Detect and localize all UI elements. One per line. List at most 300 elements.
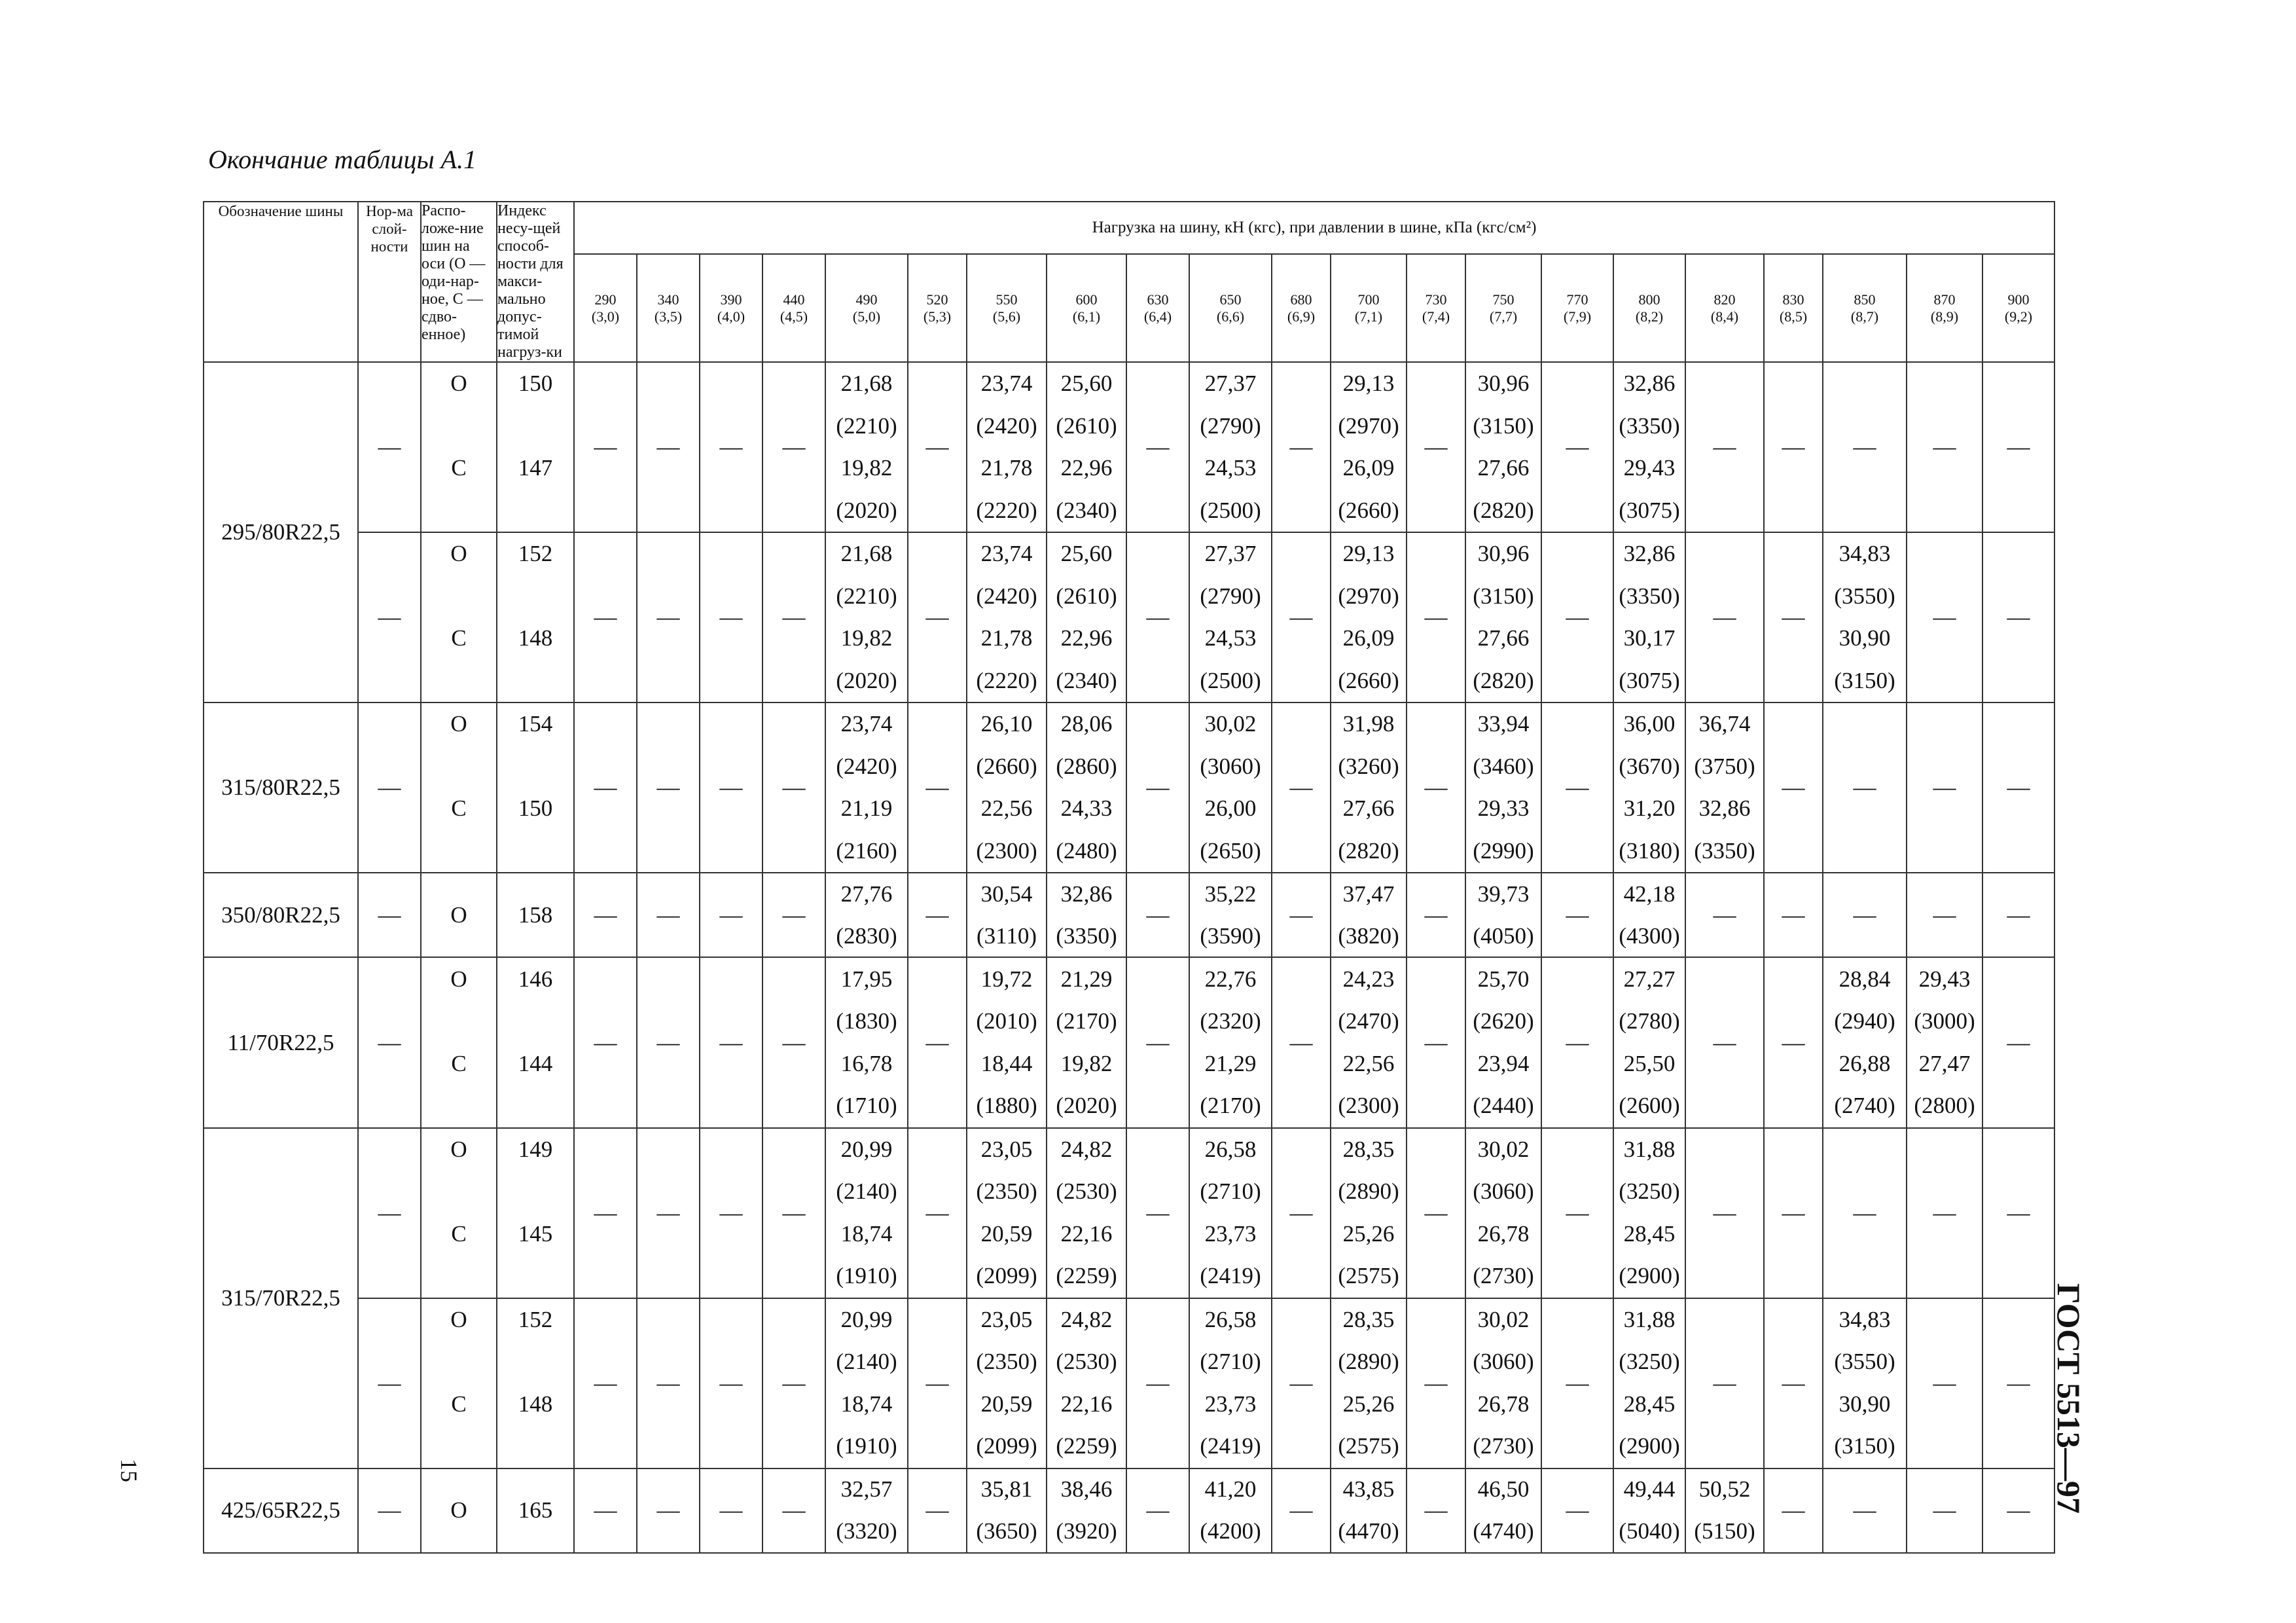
load-value-cell-line: (2970) [1338, 412, 1399, 439]
load-value-cell [1047, 532, 1126, 702]
load-dash-cell: — [1272, 1298, 1331, 1468]
load-value-cell-line: (2350) [976, 1178, 1037, 1205]
load-value-cell [1465, 532, 1541, 702]
pressure-kpa: 770 [1566, 291, 1588, 308]
load-index-cell [497, 1298, 574, 1468]
load-index-cell-line: 150 [518, 371, 553, 397]
load-index-cell [497, 702, 574, 873]
pressure-kgf: (6,4) [1143, 308, 1172, 325]
placement-cell-line: О [450, 902, 467, 928]
tire-designation: 350/80R22,5 [204, 873, 358, 957]
load-value-cell-line: (4300) [1619, 922, 1680, 949]
table-row [204, 1128, 2054, 1298]
table-row [204, 1468, 2054, 1553]
load-value-cell [825, 362, 908, 532]
load-value-cell-line: (3150) [1834, 1433, 1895, 1459]
pressure-header-cell [967, 254, 1047, 362]
load-value-cell [1189, 1468, 1272, 1553]
load-index-cell-line: 147 [518, 455, 553, 481]
load-value-cell-line: 49,44 [1623, 1476, 1676, 1503]
pressure-header-cell [1331, 254, 1407, 362]
pressure-kpa: 630 [1147, 291, 1169, 308]
load-value-cell [1047, 1298, 1126, 1468]
ply-rating-cell: — [358, 362, 421, 532]
load-value-cell-line: (2530) [1056, 1178, 1117, 1205]
load-value-cell-line: 22,16 [1060, 1391, 1113, 1417]
load-dash-cell: — [574, 1298, 637, 1468]
load-value-cell-line: (3180) [1619, 837, 1680, 864]
load-dash-cell: — [1126, 957, 1189, 1127]
load-value-cell-line: 21,68 [840, 371, 893, 397]
pressure-header-cell [1764, 254, 1823, 362]
load-value-cell [1047, 957, 1126, 1127]
header-load-index [497, 202, 574, 362]
load-dash-cell: — [1541, 532, 1613, 702]
load-value-cell [825, 1128, 908, 1298]
load-value-cell-line: (2440) [1473, 1093, 1534, 1119]
load-dash-cell: — [1907, 1468, 1982, 1553]
load-value-cell-line: 19,82 [840, 625, 893, 651]
load-value-cell [1613, 702, 1685, 873]
load-value-cell-line: 28,06 [1060, 711, 1113, 737]
load-index-cell [497, 362, 574, 532]
load-index-cell-line: 148 [518, 1391, 553, 1417]
load-dash-cell: — [1272, 957, 1331, 1127]
load-value-cell-line: 29,33 [1477, 795, 1530, 822]
load-index-cell-line: 145 [518, 1220, 553, 1247]
table-body [204, 362, 2054, 1553]
load-value-cell [967, 1468, 1047, 1553]
load-value-cell [825, 957, 908, 1127]
load-dash-cell: — [1685, 957, 1764, 1127]
load-value-cell-line: 23,94 [1477, 1050, 1530, 1076]
load-dash-cell: — [1823, 1128, 1907, 1298]
placement-cell-line [422, 830, 496, 873]
load-value-cell-line: 18,44 [980, 1050, 1033, 1076]
load-value-cell-line: (3590) [1200, 922, 1261, 949]
load-dash-cell: — [1982, 532, 2054, 702]
load-dash-cell: — [700, 1468, 762, 1553]
load-value-cell-line: 24,82 [1060, 1306, 1113, 1332]
load-value-cell-line: (1880) [976, 1093, 1037, 1119]
placement-cell [421, 1128, 497, 1298]
load-index-cell-line [497, 1171, 573, 1213]
pressure-kgf: (8,7) [1850, 308, 1879, 325]
load-value-cell-line: 18,74 [840, 1220, 893, 1247]
load-value-cell-line: (2820) [1338, 837, 1399, 864]
load-value-cell-line: (4470) [1338, 1518, 1399, 1544]
pressure-header-cell [1685, 254, 1764, 362]
load-value-cell-line: 26,58 [1204, 1136, 1257, 1162]
load-dash-cell: — [700, 957, 762, 1127]
pressure-header-cell [1189, 254, 1272, 362]
load-value-cell-line: (2210) [836, 583, 897, 609]
load-value-cell [1613, 532, 1685, 702]
load-value-cell-line: (2820) [1473, 497, 1534, 523]
load-dash-cell: — [1272, 362, 1331, 532]
pressure-kgf: (5,0) [852, 308, 881, 325]
load-value-cell [825, 702, 908, 873]
pressure-kgf: (8,4) [1710, 308, 1739, 325]
load-value-cell-line: (3550) [1834, 1349, 1895, 1375]
load-value-cell [967, 702, 1047, 873]
load-value-cell-line: (3150) [1473, 583, 1534, 609]
load-value-cell-line: (3920) [1056, 1518, 1117, 1544]
pressure-kpa: 340 [657, 291, 679, 308]
load-value-cell-line: (3000) [1914, 1008, 1975, 1034]
table-row [204, 702, 2054, 873]
load-dash-cell: — [700, 702, 762, 873]
load-value-cell [1613, 362, 1685, 532]
pressure-kgf: (5,3) [923, 308, 952, 325]
load-value-cell [1189, 702, 1272, 873]
pressure-kpa: 520 [926, 291, 948, 308]
load-value-cell-line: 31,88 [1623, 1306, 1676, 1332]
load-value-cell-line: 32,86 [1623, 541, 1676, 567]
load-value-cell-line: (2020) [836, 497, 897, 523]
load-value-cell-line: (2890) [1338, 1178, 1399, 1205]
load-value-cell-line: (2350) [976, 1349, 1037, 1375]
load-value-cell-line: 31,88 [1623, 1136, 1676, 1162]
load-value-cell [1189, 362, 1272, 532]
load-value-cell [1047, 1128, 1126, 1298]
load-index-cell-line [497, 830, 573, 873]
ply-rating-cell: — [358, 702, 421, 873]
pressure-kgf: (7,4) [1422, 308, 1450, 325]
placement-cell-line: С [451, 1050, 467, 1076]
ply-rating-cell: — [358, 1128, 421, 1298]
load-index-cell-line: 152 [518, 541, 553, 567]
pressure-header-cell [1272, 254, 1331, 362]
load-value-cell-line: (2500) [1200, 497, 1261, 523]
load-value-cell-line: 23,05 [980, 1136, 1033, 1162]
load-value-cell-line: 32,86 [1698, 795, 1751, 822]
pressure-kgf: (9,2) [2004, 308, 2033, 325]
load-index-cell-line [497, 490, 573, 532]
load-value-cell [1823, 1298, 1907, 1468]
load-value-cell [1189, 1128, 1272, 1298]
load-dash-cell: — [1907, 532, 1982, 702]
load-value-cell-line: (2660) [1338, 497, 1399, 523]
placement-cell-line [422, 746, 496, 788]
pressure-kpa: 650 [1219, 291, 1242, 308]
load-value-cell [1465, 1128, 1541, 1298]
pressure-header-cell [1047, 254, 1126, 362]
load-value-cell-line: 23,74 [980, 371, 1033, 397]
load-value-cell [1823, 532, 1907, 702]
placement-cell-line [422, 490, 496, 532]
load-value-cell [967, 1128, 1047, 1298]
load-value-cell-line: 30,96 [1477, 541, 1530, 567]
load-value-cell-line: 24,82 [1060, 1136, 1113, 1162]
load-index-cell [497, 1468, 574, 1553]
load-value-cell [1331, 362, 1407, 532]
load-dash-cell: — [1685, 873, 1764, 957]
header-placement [421, 202, 497, 362]
load-index-cell-line: 146 [518, 966, 553, 992]
load-value-cell-line: (3075) [1619, 497, 1680, 523]
load-value-cell-line: (2740) [1834, 1093, 1895, 1119]
load-value-cell-line: 30,02 [1477, 1136, 1530, 1162]
load-dash-cell: — [1982, 873, 2054, 957]
load-dash-cell: — [1407, 362, 1465, 532]
load-value-cell-line: 22,56 [980, 795, 1033, 822]
load-index-cell-line [497, 660, 573, 702]
load-dash-cell: — [700, 362, 762, 532]
load-value-cell-line: (5040) [1619, 1518, 1680, 1544]
load-dash-cell: — [1126, 532, 1189, 702]
load-index-cell-line: 149 [518, 1136, 553, 1162]
load-dash-cell: — [1764, 362, 1823, 532]
load-value-cell-line: (2419) [1200, 1433, 1261, 1459]
load-value-cell-line: (3350) [1694, 837, 1755, 864]
table-row [204, 532, 2054, 702]
placement-cell [421, 702, 497, 873]
load-dash-cell: — [1541, 1298, 1613, 1468]
pressure-header-cell [825, 254, 908, 362]
pressure-kpa: 850 [1854, 291, 1876, 308]
load-dash-cell: — [1907, 873, 1982, 957]
tire-designation: 315/70R22,5 [204, 1128, 358, 1468]
table-row [204, 873, 2054, 957]
placement-cell-line: О [450, 371, 467, 397]
load-value-cell-line: (2099) [976, 1433, 1037, 1459]
load-value-cell-line: (4740) [1473, 1518, 1534, 1544]
load-value-cell-line: 19,82 [1060, 1050, 1113, 1076]
load-value-cell-line: (3670) [1619, 753, 1680, 779]
load-value-cell [1465, 362, 1541, 532]
load-value-cell-line: 38,46 [1060, 1476, 1113, 1503]
ply-rating-cell: — [358, 1468, 421, 1553]
load-value-cell-line: 30,02 [1204, 711, 1257, 737]
load-value-cell-line: (2320) [1200, 1008, 1261, 1034]
load-value-cell-line: 36,00 [1623, 711, 1676, 737]
load-value-cell [967, 362, 1047, 532]
load-value-cell-line: 43,85 [1342, 1476, 1395, 1503]
load-value-cell [1189, 957, 1272, 1127]
load-value-cell-line: (2650) [1200, 837, 1261, 864]
pressure-kpa: 550 [996, 291, 1018, 308]
load-dash-cell: — [574, 957, 637, 1127]
load-value-cell-line: (2970) [1338, 583, 1399, 609]
load-value-cell-line: (2259) [1056, 1263, 1117, 1289]
pressure-kgf: (4,5) [780, 308, 808, 325]
load-value-cell-line: 24,53 [1204, 625, 1257, 651]
load-value-cell-line: (4050) [1473, 922, 1534, 949]
placement-cell-line [422, 1000, 496, 1043]
pressure-kpa: 750 [1492, 291, 1515, 308]
load-value-cell-line: 23,73 [1204, 1220, 1257, 1247]
load-dash-cell: — [1407, 873, 1465, 957]
load-value-cell-line: (3820) [1338, 922, 1399, 949]
load-dash-cell: — [1685, 532, 1764, 702]
load-value-cell-line: (2420) [836, 753, 897, 779]
load-value-cell [967, 873, 1047, 957]
placement-cell-line: О [450, 1136, 467, 1162]
load-dash-cell: — [1764, 957, 1823, 1127]
load-dash-cell: — [1407, 957, 1465, 1127]
load-value-cell [1331, 1128, 1407, 1298]
load-value-cell-line: (1910) [836, 1433, 897, 1459]
pressure-kgf: (4,0) [717, 308, 745, 325]
load-index-cell [497, 532, 574, 702]
load-value-cell-line: (2575) [1338, 1433, 1399, 1459]
load-dash-cell: — [908, 702, 967, 873]
load-dash-cell: — [1541, 702, 1613, 873]
load-value-cell-line: 28,45 [1623, 1220, 1676, 1247]
load-dash-cell: — [637, 532, 700, 702]
load-index-cell [497, 873, 574, 957]
load-value-cell-line: (2790) [1200, 583, 1261, 609]
load-dash-cell: — [637, 873, 700, 957]
placement-cell [421, 362, 497, 532]
load-value-cell-line: (2660) [1338, 667, 1399, 693]
load-value-cell [1465, 702, 1541, 873]
load-index-cell-line [497, 405, 573, 448]
load-dash-cell: — [1907, 702, 1982, 873]
placement-cell [421, 957, 497, 1127]
load-dash-cell: — [574, 873, 637, 957]
load-dash-cell: — [1764, 532, 1823, 702]
load-value-cell-line: (2620) [1473, 1008, 1534, 1034]
load-value-cell-line: 22,76 [1204, 966, 1257, 992]
load-value-cell [1189, 532, 1272, 702]
load-dash-cell: — [908, 873, 967, 957]
load-value-cell-line: (2300) [976, 837, 1037, 864]
load-index-cell-line: 144 [518, 1050, 553, 1076]
load-value-cell-line: 20,59 [980, 1391, 1033, 1417]
load-value-cell-line: (2020) [836, 667, 897, 693]
load-dash-cell: — [700, 532, 762, 702]
load-value-cell [1331, 957, 1407, 1127]
pressure-kpa: 440 [783, 291, 805, 308]
load-value-cell-line: 26,78 [1477, 1391, 1530, 1417]
load-value-cell-line: 25,50 [1623, 1050, 1676, 1076]
load-value-cell [967, 532, 1047, 702]
load-dash-cell: — [762, 702, 825, 873]
tire-designation: 315/80R22,5 [204, 702, 358, 873]
load-dash-cell: — [1764, 702, 1823, 873]
load-value-cell [1189, 1298, 1272, 1468]
load-value-cell-line: 21,68 [840, 541, 893, 567]
load-dash-cell: — [637, 1468, 700, 1553]
pressure-header-cell [1126, 254, 1189, 362]
load-value-cell-line: (2530) [1056, 1349, 1117, 1375]
load-value-cell-line: (3550) [1834, 583, 1895, 609]
load-dash-cell: — [637, 1128, 700, 1298]
load-value-cell-line: 28,35 [1342, 1306, 1395, 1332]
load-value-cell-line: (1710) [836, 1093, 897, 1119]
load-dash-cell: — [1126, 1128, 1189, 1298]
placement-cell-line: С [451, 795, 467, 822]
pressure-kpa: 820 [1713, 291, 1736, 308]
placement-cell-line: С [451, 1220, 467, 1247]
load-value-cell-line: 27,66 [1477, 625, 1530, 651]
load-value-cell [1465, 957, 1541, 1127]
load-dash-cell: — [1764, 1468, 1823, 1553]
load-value-cell-line: 27,47 [1918, 1050, 1971, 1076]
load-dash-cell: — [1126, 362, 1189, 532]
load-value-cell-line: (3150) [1834, 667, 1895, 693]
pressure-header-cell [700, 254, 762, 362]
load-value-cell-line: 39,73 [1477, 881, 1530, 907]
placement-cell [421, 1298, 497, 1468]
placement-cell-line: С [451, 1391, 467, 1417]
header-ply-rating [358, 202, 421, 362]
load-value-cell [1907, 957, 1982, 1127]
load-value-cell-line: (2940) [1834, 1008, 1895, 1034]
table-row [204, 1298, 2054, 1468]
load-value-cell-line: 27,37 [1204, 371, 1257, 397]
load-value-cell-line: 23,05 [980, 1306, 1033, 1332]
load-value-cell [1613, 957, 1685, 1127]
load-dash-cell: — [574, 1468, 637, 1553]
load-dash-cell: — [1407, 1128, 1465, 1298]
load-value-cell [1047, 1468, 1126, 1553]
load-dash-cell: — [1982, 702, 2054, 873]
load-index-cell-line [497, 1255, 573, 1298]
load-value-cell-line: 34,83 [1839, 1306, 1891, 1332]
load-value-cell-line: (2600) [1619, 1093, 1680, 1119]
load-value-cell-line: 21,29 [1204, 1050, 1257, 1076]
load-value-cell-line: 33,94 [1477, 711, 1530, 737]
pressure-kgf: (3,5) [654, 308, 683, 325]
load-value-cell-line: 24,23 [1342, 966, 1395, 992]
load-value-cell-line: (3250) [1619, 1178, 1680, 1205]
load-value-cell-line: (2500) [1200, 667, 1261, 693]
load-value-cell-line: (2140) [836, 1349, 897, 1375]
load-index-cell-line [497, 1341, 573, 1383]
load-value-cell-line: 42,18 [1623, 881, 1676, 907]
load-dash-cell: — [1272, 1128, 1331, 1298]
load-value-cell-line: 25,70 [1477, 966, 1530, 992]
placement-cell-line: С [451, 455, 467, 481]
load-dash-cell: — [700, 873, 762, 957]
load-value-cell-line: (4200) [1200, 1518, 1261, 1544]
load-dash-cell: — [700, 1128, 762, 1298]
pressure-kgf: (8,5) [1779, 308, 1808, 325]
load-value-cell-line: (2020) [1056, 1093, 1117, 1119]
load-dash-cell: — [637, 1298, 700, 1468]
load-value-cell-line: (3060) [1473, 1349, 1534, 1375]
load-dash-cell: — [1272, 1468, 1331, 1553]
page-number: 15 [116, 1459, 142, 1482]
tire-designation: 425/65R22,5 [204, 1468, 358, 1553]
load-dash-cell: — [574, 702, 637, 873]
load-value-cell-line: (2470) [1338, 1008, 1399, 1034]
load-index-cell-line [497, 746, 573, 788]
load-value-cell-line: 29,13 [1342, 541, 1395, 567]
pressure-header-cell [1465, 254, 1541, 362]
load-dash-cell: — [1541, 362, 1613, 532]
load-value-cell-line: 18,74 [840, 1391, 893, 1417]
tire-load-table [203, 201, 2055, 1554]
pressure-kgf: (8,2) [1635, 308, 1664, 325]
load-value-cell-line: 19,72 [980, 966, 1033, 992]
load-value-cell-line: 19,82 [840, 455, 893, 481]
load-value-cell-line: 22,56 [1342, 1050, 1395, 1076]
load-value-cell-line: (3350) [1619, 412, 1680, 439]
table-row [204, 957, 2054, 1127]
load-value-cell-line: 28,45 [1623, 1391, 1676, 1417]
load-value-cell-line: 23,73 [1204, 1391, 1257, 1417]
load-value-cell-line: (3110) [976, 922, 1037, 949]
pressure-kgf: (7,9) [1563, 308, 1592, 325]
load-dash-cell: — [1764, 1128, 1823, 1298]
load-value-cell-line: 41,20 [1204, 1476, 1257, 1503]
ply-rating-cell: — [358, 873, 421, 957]
load-value-cell-line: (2730) [1473, 1263, 1534, 1289]
